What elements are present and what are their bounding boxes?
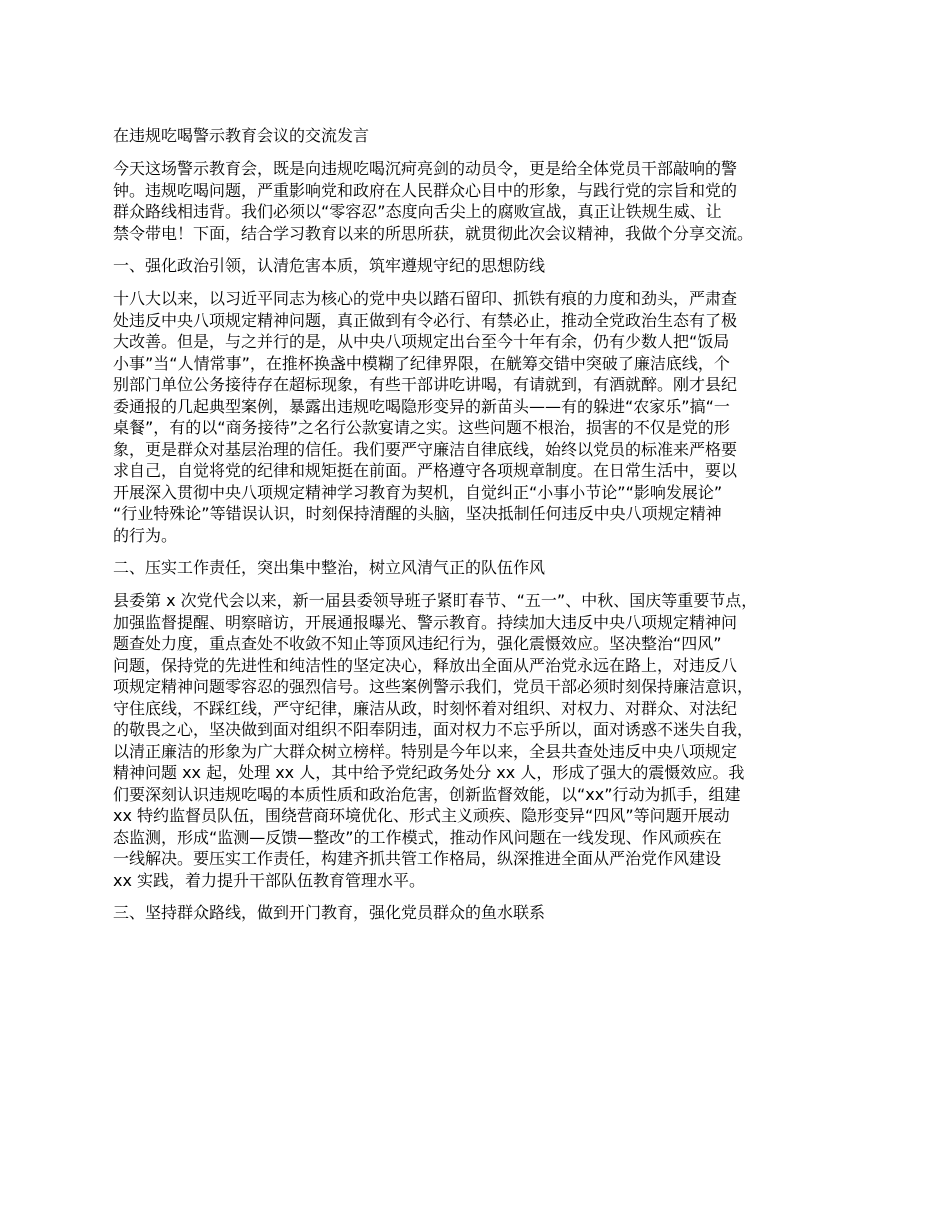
paragraph-line: 的敬畏之心，坚决做到面对组织不阳奉阴违，面对权力不忘乎所以，面对诱惑不迷失自我， <box>113 720 754 739</box>
section-2-paragraph <box>113 590 855 891</box>
paragraph-line: 们要深刻认识违规吃喝的本质性质和政治危害，创新监督效能，以“xx”行动为抓手，组建 <box>113 784 741 804</box>
paragraph-line: 委通报的几起典型案例，暴露出违规吃喝隐形变异的新苗头——有的躲进“农家乐”搞“一 <box>113 396 730 416</box>
paragraph-line: 别部门单位公务接待存在超标现象，有些干部讲吃讲喝，有请就到，有酒就醉。刚才县纪 <box>113 375 738 394</box>
paragraph-line: “行业特殊论”等错误认识，时刻保持清醒的头脑，坚决抵制任何违反中央八项规定精神 <box>113 504 722 523</box>
paragraph-line: 以清正廉洁的形象为广大群众树立榜样。特别是今年以来，全县共查处违反中央八项规定 <box>113 741 738 761</box>
paragraph-line: 大改善。但是，与之并行的是，从中央八项规定出台至今十年有余，仍有少数人把“饭局 <box>113 332 730 351</box>
paragraph-line: 禁令带电！下面，结合学习教育以来的所思所获，就贯彻此次会议精神，我做个分享交流。 <box>113 223 754 243</box>
paragraph-line: 的行为。 <box>113 525 178 545</box>
paragraph-line: 项规定精神问题零容忍的强烈信号。这些案例警示我们，党员干部必须时刻保持廉洁意识， <box>113 677 754 696</box>
paragraph-line: 加强监督提醒、明察暗访，开展通报曝光、警示教育。持续加大违反中央八项规定精神问 <box>113 612 738 632</box>
paragraph-line: 象，更是群众对基层治理的信任。我们要严守廉洁自律底线，始终以党员的标准来严格要 <box>113 439 738 459</box>
paragraph-line: 十八大以来，以习近平同志为核心的党中央以踏石留印、抓铁有痕的力度和劲头，严肃查 <box>113 289 738 308</box>
paragraph-line: 态监测，形成“监测—反馈—整改”的工作模式，推动作风问题在一线发现、作风顽疾在 <box>113 827 722 847</box>
paragraph-line: 求自己，自觉将党的纪律和规矩挺在前面。严格遵守各项规章制度。在日常生活中，要以 <box>113 461 738 480</box>
paragraph-line: 今天这场警示教育会，既是向违规吃喝沉疴亮剑的动员令，更是给全体党员干部敲响的警 <box>113 159 738 178</box>
document-title: 在违规吃喝警示教育会议的交流发言 <box>113 126 370 145</box>
paragraph-line: 一线解决。要压实工作责任，构建齐抓共管工作格局，纵深推进全面从严治党作风建设 <box>113 849 722 868</box>
paragraph-line: 精神问题 xx 起，处理 xx 人，其中给予党纪政务处分 xx 人，形成了强大的震慑效应。我 <box>113 763 745 782</box>
intro-paragraph <box>113 158 855 244</box>
paragraph-line: 处违反中央八项规定精神问题，真正做到有令必行、有禁必止，推动全党政治生态有了极 <box>113 310 738 330</box>
paragraph-line: 县委第 x 次党代会以来，新一届县委领导班子紧盯春节、“五一”、中秋、国庆等重要节点， <box>113 591 758 610</box>
paragraph-line: 守住底线，不踩红线，严守纪律，廉洁从政，时刻怀着对组织、对权力、对群众、对法纪 <box>113 698 738 718</box>
paragraph-line: 群众路线相违背。我们必须以“零容忍”态度向舌尖上的腐败宣战，真正让铁规生威、让 <box>113 202 722 221</box>
paragraph-line: 小事”当“人情常事”，在推杯换盏中模糊了纪律界限，在觥筹交错中突破了廉洁底线，个 <box>113 353 730 373</box>
paragraph-line: xx 实践，着力提升干部队伍教育管理水平。 <box>113 870 426 890</box>
section-1-heading: 一、强化政治引领，认清危害本质，筑牢遵规守纪的思想防线 <box>113 256 546 275</box>
paragraph-line: 题查处力度，重点查处不收敛不知止等顶风违纪行为，强化震慑效应。坚决整治“四风” <box>113 634 722 653</box>
paragraph-line: 桌餐”，有的以“商务接待”之名行公款宴请之实。这些问题不根治，损害的不仅是党的形 <box>113 418 730 437</box>
section-2-heading: 二、压实工作责任，突出集中整治，树立风清气正的队伍作风 <box>113 558 546 577</box>
section-1-paragraph <box>113 288 855 546</box>
paragraph-line: 开展深入贯彻中央八项规定精神学习教育为契机，自觉纠正“小事小节论”“影响发展论” <box>113 482 723 502</box>
document-page <box>113 124 855 935</box>
paragraph-line: 钟。违规吃喝问题，严重影响党和政府在人民群众心目中的形象，与践行党的宗旨和党的 <box>113 180 738 200</box>
section-3-heading: 三、坚持群众路线，做到开门教育，强化党员群众的鱼水联系 <box>113 903 546 922</box>
paragraph-line: 问题，保持党的先进性和纯洁性的坚定决心，释放出全面从严治党永远在路上，对违反八 <box>113 655 738 675</box>
paragraph-line: xx 特约监督员队伍，围绕营商环境优化、形式主义顽疾、隐形变异“四风”等问题开展动 <box>113 806 730 825</box>
